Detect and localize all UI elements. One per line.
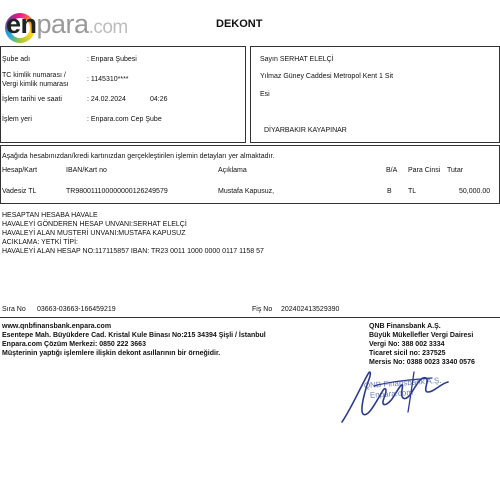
detail-line: HESAPTAN HESABA HAVALE (2, 212, 98, 219)
logo-para: para (36, 9, 89, 39)
recipient-address-1: Yılmaz Güney Caddesi Metropol Kent 1 Sit (260, 73, 394, 80)
header-amount: Tutar (447, 167, 464, 174)
time-value: 04:26 (150, 96, 168, 103)
footer-right-line: Büyük Mükellefler Vergi Dairesi (369, 332, 474, 339)
recipient-name: Sayın SERHAT ELELÇİ (260, 56, 334, 63)
recipient-address-2: Esi (260, 91, 270, 98)
stamp-text-2: Enpara.com (369, 387, 414, 400)
branch-label: Şube adı (2, 56, 31, 63)
footer-left-line: Enpara.com Çözüm Merkezi: 0850 222 3663 (2, 341, 146, 348)
tc-label-1: TC kimlik numarası / (2, 72, 66, 79)
footer-left-line: www.qnbfinansbank.enpara.com (2, 323, 112, 330)
row-iban: TR980011100000000126249579 (66, 188, 168, 195)
row-amount: 50,000.00 (459, 188, 491, 195)
row-currency: TL (408, 188, 417, 195)
header-iban: IBAN/Kart no (66, 167, 107, 174)
date-value: : 24.02.2024 (87, 96, 126, 103)
logo-com: .com (88, 17, 128, 38)
detail-line: HAVALEYİ ALAN MUSTERİ UNVANI:MUSTAFA KAPUSUZ (2, 230, 186, 237)
branch-value: : Enpara Şubesi (87, 56, 137, 63)
date-label: İşlem tarihi ve saati (2, 96, 62, 103)
recipient-city: DİYARBAKIR KAYAPINAR (264, 127, 347, 134)
intro-text: Aşağıda hesabınızdan/kredi kartınızdan gerçekleştirilen işlemin detayları yer almaktadır. (2, 153, 275, 160)
stamp-text-1: QNB Finansbank A.Ş. (363, 375, 442, 391)
header-description: Açıklama (218, 167, 247, 174)
place-label: İşlem yeri (2, 116, 32, 123)
footer-right-line: Vergi No: 388 002 3334 (369, 341, 445, 348)
detail-line: HAVALEYİ GÖNDEREN HESAP UNVANI:SERHAT ELELÇİ (2, 221, 187, 228)
detail-line: HAVALEYİ ALAN HESAP NO:117115857 IBAN: TR23 0011 1000 0000 0117 1158 57 (2, 248, 264, 255)
row-ba: B (387, 188, 392, 195)
document-title: DEKONT (216, 18, 263, 30)
logo-wordmark (2, 8, 128, 44)
header-account: Hesap/Kart (2, 167, 38, 174)
footer-left-line: Esentepe Mah. Büyükdere Cad. Kristal Kule Binası No:215 34394 Şişli / İstanbul (2, 332, 266, 339)
row-account: Vadesiz TL (2, 188, 37, 195)
row-description: Mustafa Kapusuz, (218, 188, 275, 195)
header-ba: B/A (386, 167, 398, 174)
footer-left-line: Müşterinin yaptığı işlemlere ilişkin dekont asıllarının bir örneğidir. (2, 350, 221, 357)
fis-value: 202402413529390 (281, 306, 340, 313)
place-value: : Enpara.com Cep Şube (87, 116, 162, 123)
sira-value: 03663-03663-166459219 (37, 306, 116, 313)
footer-right-line: Mersis No: 0388 0023 3340 0576 (369, 359, 475, 366)
logo-en: en (6, 9, 37, 39)
fis-label: Fiş No (252, 306, 273, 313)
signature (330, 362, 470, 430)
footer-right-line: Ticaret sicil no: 237525 (369, 350, 446, 357)
enpara-logo (2, 8, 128, 42)
sira-label: Sıra No (2, 306, 26, 313)
tc-value: : 1145310**** (87, 76, 129, 83)
footer-divider (0, 317, 500, 318)
detail-line: ACIKLAMA: YETKİ TİPİ: (2, 239, 78, 246)
header-currency: Para Cinsi (408, 167, 441, 174)
signature-icon (330, 362, 470, 430)
footer-right-line: QNB Finansbank A.Ş. (369, 323, 441, 330)
tc-label-2: Vergi kimlik numarası (2, 81, 69, 88)
